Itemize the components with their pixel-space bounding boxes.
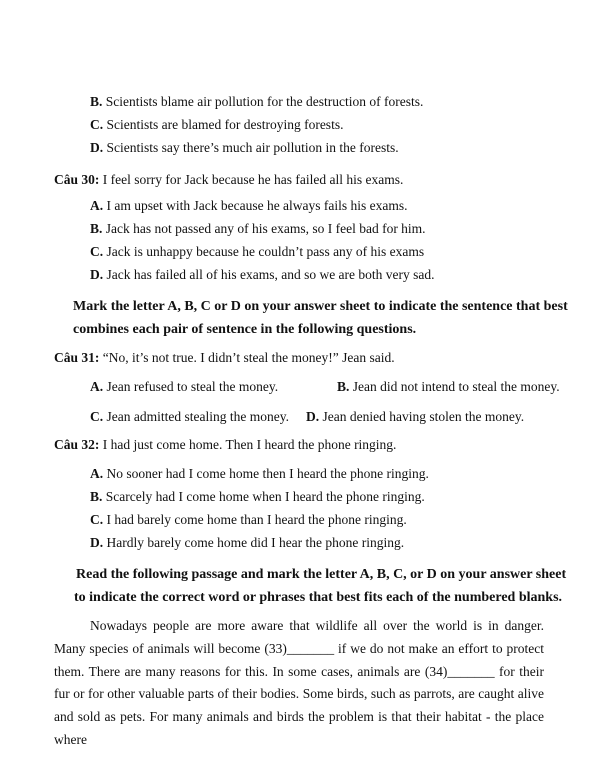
option-text: Jack has not passed any of his exams, so I feel bad for him. (105, 221, 426, 236)
option-text: Jean did not intend to steal the money. (352, 379, 560, 394)
option-letter: D. (90, 267, 104, 282)
question-label: Câu 30: (54, 172, 100, 187)
instruction-line: to indicate the correct word or phrases that best fits each of the numbered blanks. (74, 590, 563, 605)
option-text: Jack is unhappy because he couldn’t pass any of his exams (106, 244, 425, 259)
option-letter: C. (90, 244, 104, 259)
option-letter: C. (90, 117, 104, 132)
q30-option-b (90, 221, 426, 237)
q32-option-b (90, 489, 425, 505)
q32-option-c (90, 512, 407, 528)
option-text: Jack has failed all of his exams, and so we are both very sad. (106, 267, 435, 282)
option-letter: B. (90, 489, 103, 504)
q30-option-d (90, 267, 435, 283)
q29-option-b (90, 94, 423, 110)
instruction-line: combines each pair of sentence in the following questions. (73, 322, 417, 337)
option-text: Scientists blame air pollution for the destruction of forests. (105, 94, 424, 109)
q29-option-c (90, 117, 343, 133)
option-text: Jean refused to steal the money. (106, 379, 279, 394)
option-text: I had barely come home than I heard the phone ringing. (106, 512, 407, 527)
option-letter: B. (337, 379, 350, 394)
q31-option-c (90, 409, 289, 425)
q32-option-a (90, 466, 429, 482)
q30-option-a (90, 198, 408, 214)
option-letter: D. (90, 140, 104, 155)
instruction-line: Read the following passage and mark the letter A, B, C, or D on your answer sheet (76, 567, 567, 582)
passage-text: Nowadays people are more aware that wildlife all over the world is in danger. Many species of animals will become (33)_______ if we do not make an effort to protect them. There are many reasons for this. In some cases, animals are (34)_______ for their fur or for other valuable parts of their bodies. Some birds, such as parrots, are caught alive and sold as pets. For many animals and birds the problem is that their habitat - the place where (54, 618, 544, 747)
question-label: Câu 32: (54, 437, 100, 452)
q31-option-a (90, 379, 278, 395)
option-letter: C. (90, 512, 104, 527)
q32-option-d (90, 535, 404, 551)
instruction-line: Mark the letter A, B, C or D on your answer sheet to indicate the sentence that best (73, 299, 568, 314)
option-text: Jean admitted stealing the money. (106, 409, 289, 424)
q31-stem (54, 350, 395, 366)
reading-passage (54, 615, 544, 752)
question-text: I feel sorry for Jack because he has failed all his exams. (102, 172, 404, 187)
q32-stem (54, 437, 396, 453)
option-text: Scientists are blamed for destroying forests. (106, 117, 344, 132)
option-text: No sooner had I come home then I heard the phone ringing. (106, 466, 429, 481)
option-letter: B. (90, 94, 103, 109)
question-text: I had just come home. Then I heard the phone ringing. (102, 437, 397, 452)
option-text: Scientists say there’s much air pollution in the forests. (106, 140, 399, 155)
option-letter: C. (90, 409, 104, 424)
q30-option-c (90, 244, 424, 260)
option-letter: A. (90, 379, 104, 394)
option-letter: D. (90, 535, 104, 550)
option-text: Jean denied having stolen the money. (322, 409, 525, 424)
option-text: Scarcely had I come home when I heard the phone ringing. (105, 489, 425, 504)
question-text: “No, it’s not true. I didn’t steal the money!” Jean said. (102, 350, 395, 365)
q31-option-d (306, 409, 524, 425)
q31-option-b (337, 379, 560, 395)
option-letter: A. (90, 198, 104, 213)
option-text: Hardly barely come home did I hear the phone ringing. (106, 535, 405, 550)
option-letter: B. (90, 221, 103, 236)
option-letter: D. (306, 409, 320, 424)
question-label: Câu 31: (54, 350, 100, 365)
option-letter: A. (90, 466, 104, 481)
q29-option-d (90, 140, 399, 156)
q30-stem (54, 172, 403, 188)
option-text: I am upset with Jack because he always fails his exams. (106, 198, 408, 213)
